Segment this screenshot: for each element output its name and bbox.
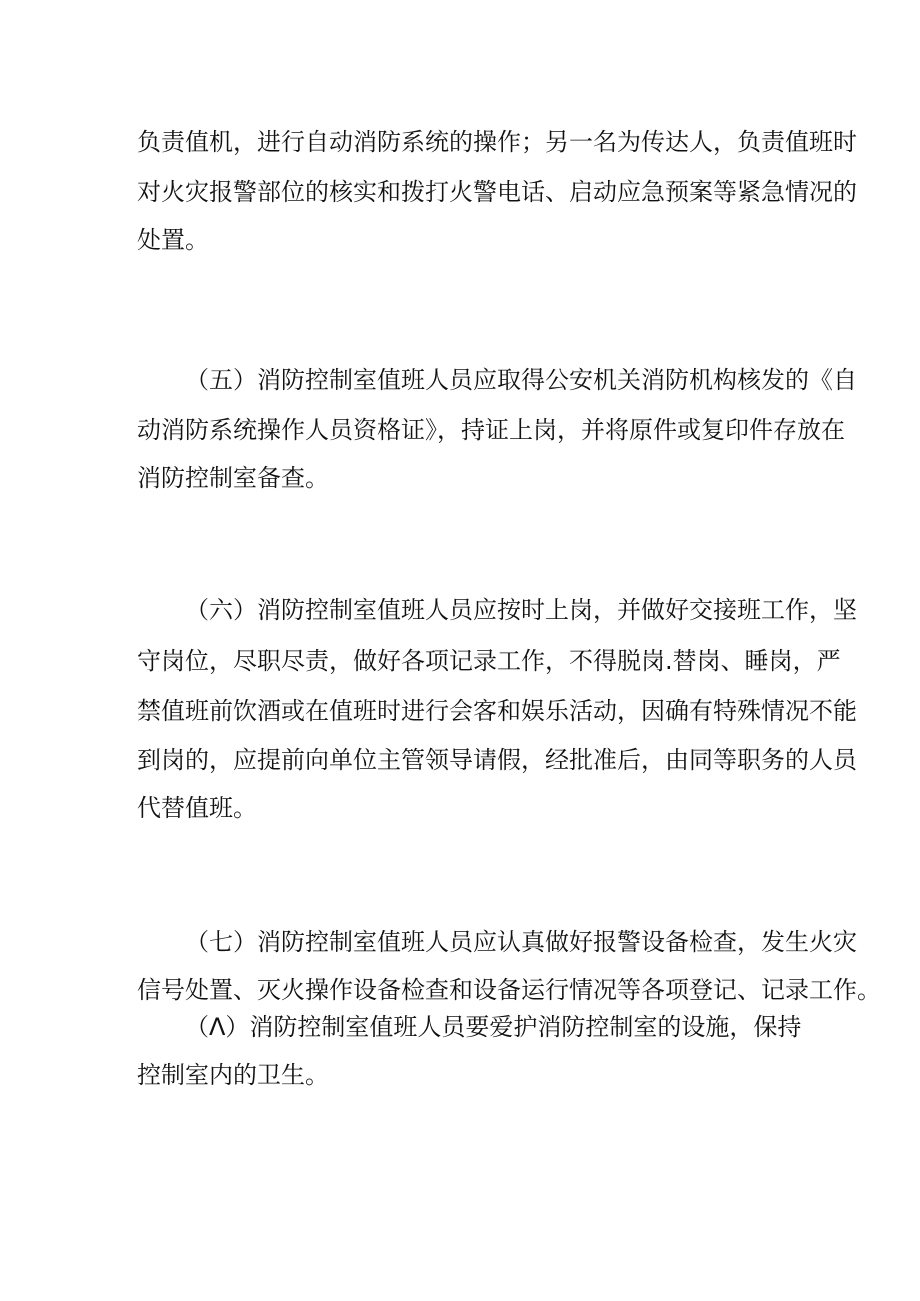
text-line: 处置。 (137, 226, 209, 254)
text-line: （五）消防控制室值班人员应取得公安机关消防机构核发的《自 (185, 366, 857, 394)
text-line: 消防控制室备查。 (137, 464, 329, 492)
text-line: （六）消防控制室值班人员应按时上岗，并做好交接班工作，坚 (185, 596, 857, 624)
text-line: 到岗的，应提前向单位主管领导请假，经批准后，由同等职务的人员 (137, 746, 857, 774)
text-line: 对火灾报警部位的核实和拨打火警电话、启动应急预案等紧急情况的 (137, 178, 857, 206)
text-line: 守岗位，尽职尽责，做好各项记录工作，不得脱岗.替岗、睡岗，严 (137, 647, 841, 675)
text-line: 负责值机，进行自动消防系统的操作；另一名为传达人，负责值班时 (137, 128, 857, 156)
text-line: 代替值班。 (137, 794, 257, 822)
text-line: 禁值班前饮酒或在值班时进行会客和娱乐活动，因确有特殊情况不能 (137, 697, 857, 725)
text-line: （Λ）消防控制室值班人员要爱护消防控制室的设施，保持 (185, 1013, 802, 1041)
text-line: 动消防系统操作人员资格证》，持证上岗，并将原件或复印件存放在 (137, 416, 845, 444)
text-line: （七）消防控制室值班人员应认真做好报警设备检查，发生火灾 (185, 928, 857, 956)
text-line: 信号处置、灭火操作设备检查和设备运行情况等各项登记、记录工作。 (137, 976, 881, 1004)
text-line: 控制室内的卫生。 (137, 1061, 329, 1089)
